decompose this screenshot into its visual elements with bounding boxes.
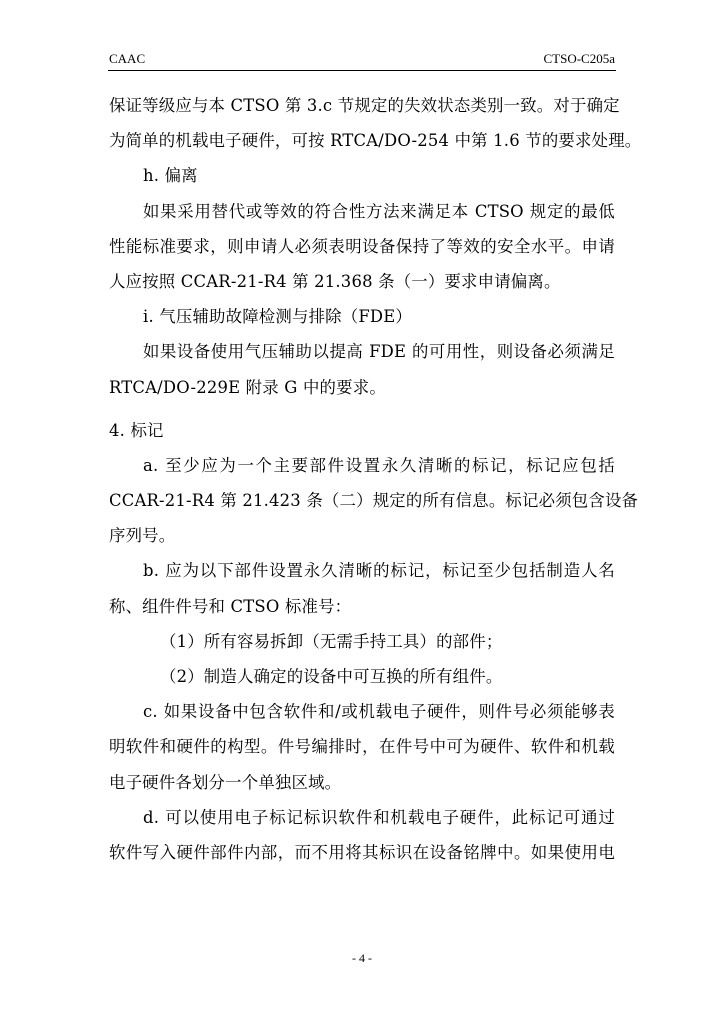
text-line: 明软件和硬件的构型。件号编排时，在件号中可为硬件、软件和机载	[109, 737, 615, 757]
text-line: 如果采用替代或等效的符合性方法来满足本 CTSO 规定的最低	[143, 201, 615, 221]
text-line: RTCA/DO-229E 附录 G 中的要求。	[109, 377, 386, 397]
text-line: c. 如果设备中包含软件和/或机载电子硬件，则件号必须能够表	[143, 702, 615, 722]
section-heading-i: i. 气压辅助故障检测与排除（FDE）	[143, 307, 413, 327]
text-line: 人应按照 CCAR-21-R4 第 21.368 条（一）要求申请偏离。	[109, 271, 561, 291]
text-line: 如果设备使用气压辅助以提高 FDE 的可用性，则设备必须满足	[143, 342, 615, 362]
text-line: 称、组件件号和 CTSO 标准号：	[109, 596, 352, 616]
text-line: 软件写入硬件部件内部，而不用将其标识在设备铭牌中。如果使用电	[109, 842, 615, 862]
text-line: 电子硬件各划分一个单独区域。	[109, 772, 342, 792]
list-item: （2）制造人确定的设备中可互换的所有组件。	[160, 667, 503, 686]
text-line: 性能标准要求，则申请人必须表明设备保持了等效的安全水平。申请	[109, 236, 615, 256]
header-rule	[108, 70, 616, 71]
page-number: - 4 -	[352, 951, 372, 965]
section-heading-4: 4. 标记	[109, 420, 164, 440]
text-line: 序列号。	[109, 526, 176, 546]
section-heading-h: h. 偏离	[143, 166, 198, 186]
header-document-id: CTSO-C205a	[543, 51, 615, 66]
text-line: 为简单的机载电子硬件，可按 RTCA/DO-254 中第 1.6 节的要求处理。	[109, 131, 642, 151]
text-line: CCAR-21-R4 第 21.423 条（二）规定的所有信息。标记必须包含设备	[109, 491, 639, 511]
page-header	[109, 51, 615, 69]
text-line: d. 可以使用电子标记标识软件和机载电子硬件，此标记可通过	[143, 807, 615, 827]
list-item: （1）所有容易拆卸（无需手持工具）的部件；	[160, 631, 503, 651]
section-gap	[109, 405, 615, 413]
document-body	[109, 88, 642, 870]
header-organization: CAAC	[109, 51, 146, 66]
text-line: 保证等级应与本 CTSO 第 3.c 节规定的失效状态类别一致。对于确定	[109, 96, 620, 115]
text-line: a. 至少应为一个主要部件设置永久清晰的标记，标记应包括	[143, 455, 615, 475]
text-line: b. 应为以下部件设置永久清晰的标记，标记至少包括制造人名	[143, 561, 615, 581]
